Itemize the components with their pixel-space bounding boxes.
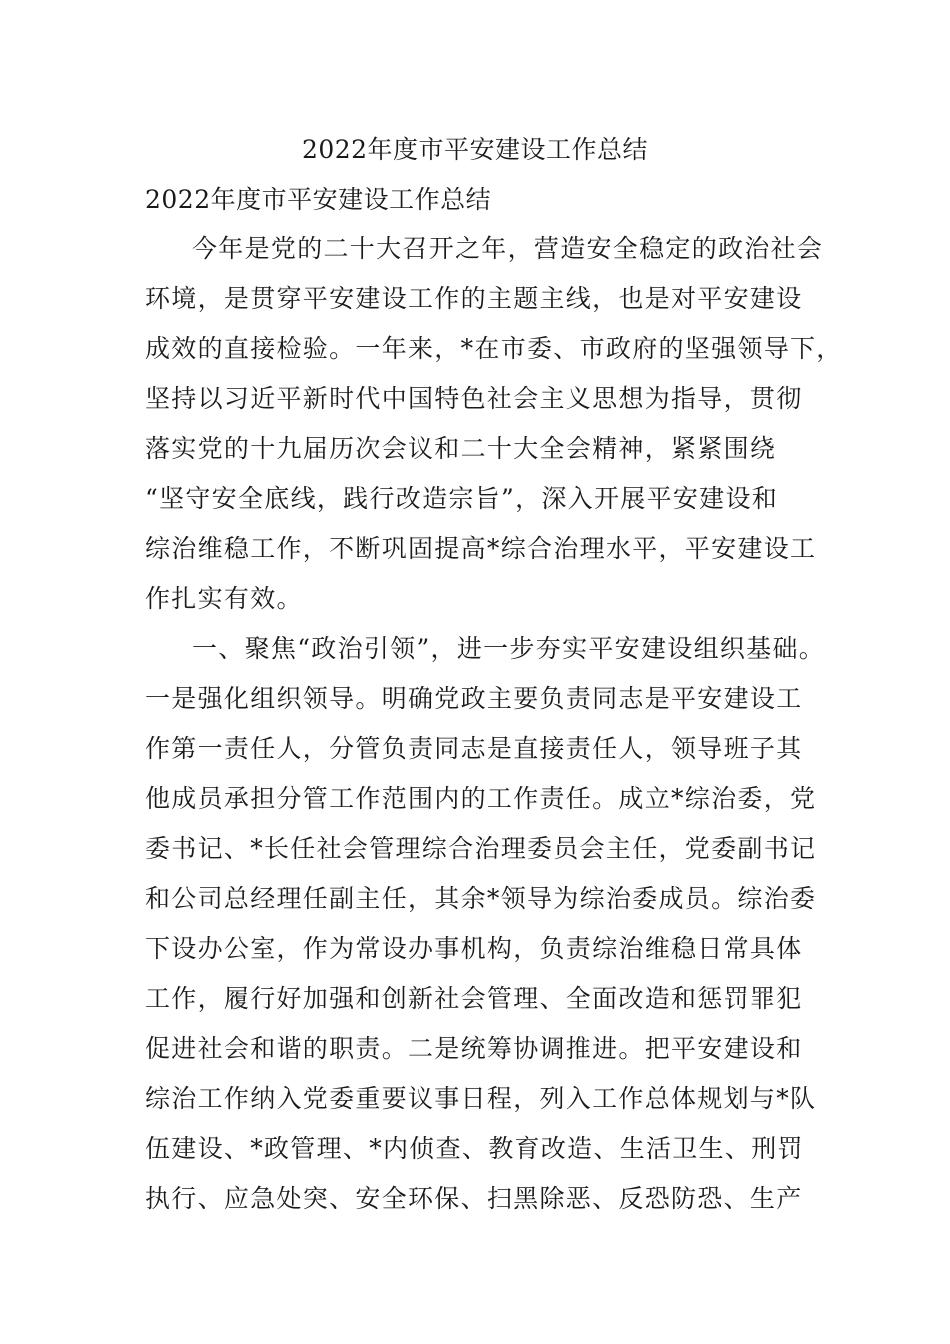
paragraph-line: 今年是党的二十大召开之年，营造安全稳定的政治社会 (192, 234, 824, 263)
paragraph-line: 他成员承担分管工作范围内的工作责任。成立*综治委，党 (145, 784, 817, 813)
paragraph-line: 和公司总经理任副主任，其余*领导为综治委成员。综治委 (145, 884, 817, 913)
paragraph-line: 促进社会和谐的职责。二是统筹协调推进。把平安建设和 (145, 1034, 803, 1063)
paragraph-line: “坚守安全底线，践行改造宗旨”，深入开展平安建设和 (145, 484, 779, 513)
paragraph-line: 综治工作纳入党委重要议事日程，列入工作总体规划与*队 (145, 1084, 817, 1113)
paragraph-line: 伍建设、*政管理、*内侦查、教育改造、生活卫生、刑罚 (145, 1134, 804, 1163)
paragraph-line: 作扎实有效。 (145, 584, 303, 613)
paragraph-line: 环境，是贯穿平安建设工作的主题主线，也是对平安建设 (145, 284, 803, 313)
paragraph-line: 作第一责任人，分管负责同志是直接责任人，领导班子其 (145, 734, 803, 763)
section-heading-line: 一、聚焦“政治引领”，进一步夯实平安建设组织基础。 (192, 634, 826, 663)
paragraph-line: 坚持以习近平新时代中国特色社会主义思想为指导，贯彻 (145, 384, 803, 413)
paragraph-line: 下设办公室，作为常设办事机构，负责综治维稳日常具体 (145, 934, 803, 963)
paragraph-line: 工作，履行好加强和创新社会管理、全面改造和惩罚罪犯 (145, 984, 803, 1013)
paragraph-line: 成效的直接检验。一年来，*在市委、市政府的坚强领导下， (145, 334, 843, 363)
paragraph-line: 执行、应急处突、安全环保、扫黑除恶、反恐防恐、生产 (145, 1184, 803, 1213)
paragraph-line: 一是强化组织领导。明确党政主要负责同志是平安建设工 (145, 684, 803, 713)
paragraph-line: 委书记、*长任社会管理综合治理委员会主任，党委副书记 (145, 834, 817, 863)
document-subtitle: 2022年度市平安建设工作总结 (145, 185, 492, 214)
paragraph-line: 落实党的十九届历次会议和二十大全会精神，紧紧围绕 (145, 434, 777, 463)
paragraph-line: 综治维稳工作，不断巩固提高*综合治理水平，平安建设工 (145, 534, 817, 563)
document-title: 2022年度市平安建设工作总结 (301, 135, 649, 164)
